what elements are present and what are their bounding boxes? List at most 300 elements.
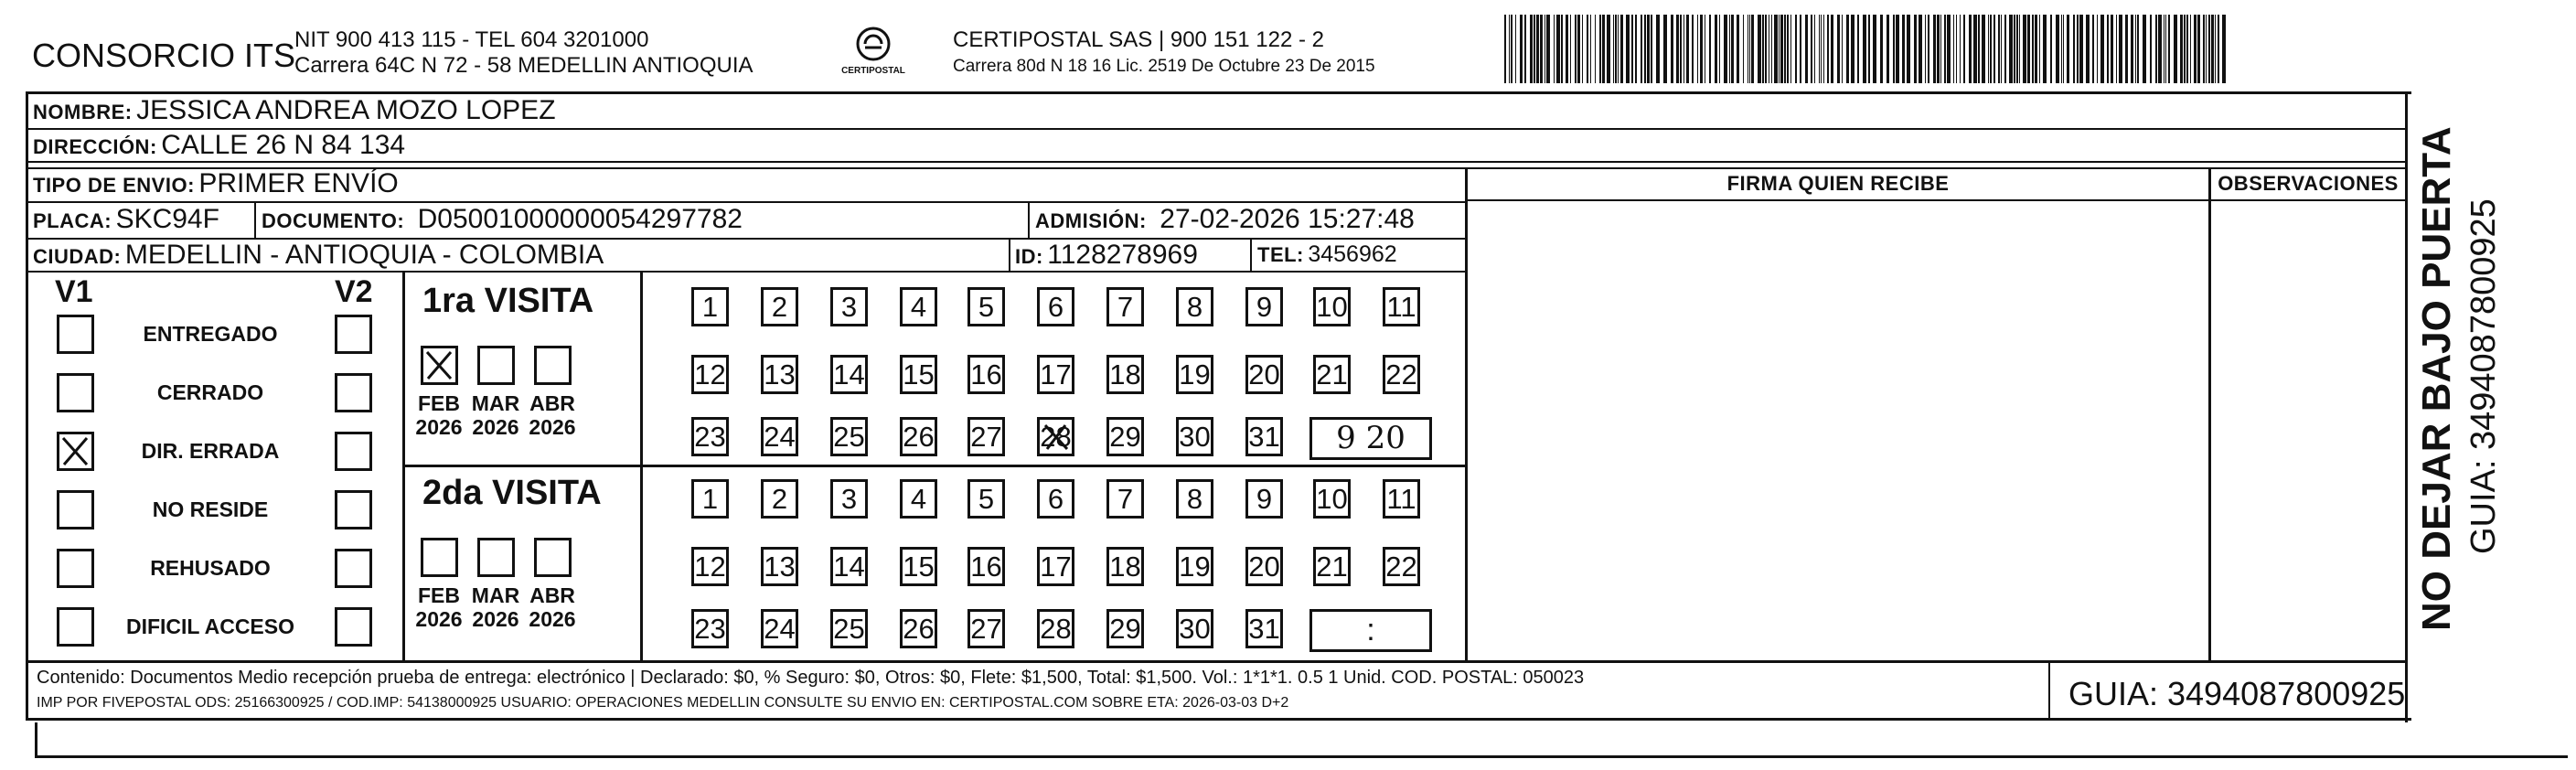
visit-divider (402, 465, 1465, 467)
barcode-bar (1700, 15, 1703, 83)
barcode-bar (1821, 15, 1822, 83)
barcode-bar (1863, 15, 1866, 83)
logo-text: CERTIPOSTAL (841, 66, 905, 76)
barcode-bar (1846, 15, 1849, 83)
status-option-label: CERRADO (156, 380, 264, 404)
month-label (412, 391, 466, 439)
barcode-bar (1851, 15, 1855, 83)
status-option-label: DIR. ERRADA (141, 439, 280, 463)
barcode-bar (2155, 15, 2157, 83)
month-year: 2026 (415, 415, 463, 439)
barcode-bar (1990, 15, 1992, 83)
barcode-bar (1680, 15, 1682, 83)
day-cell[interactable]: 21 (1313, 547, 1351, 586)
barcode-bar (1663, 15, 1667, 83)
month-year: 2026 (415, 607, 463, 631)
barcode-bar (2073, 15, 2075, 83)
day-cell[interactable]: 24 (761, 417, 798, 456)
barcode-bar (1524, 15, 1526, 83)
day-cell[interactable]: 16 (967, 355, 1005, 394)
barcode-bar (2004, 15, 2006, 83)
barcode-bar (1758, 15, 1761, 83)
barcode-bar (2107, 15, 2109, 83)
barcode-bar (1774, 15, 1778, 83)
document-value: D05001000000054297782 (417, 204, 743, 234)
barcode-bar (1620, 15, 1623, 83)
barcode-bar (2206, 15, 2207, 83)
day-cell[interactable]: 14 (830, 547, 868, 586)
barcode-bar (1919, 15, 1922, 83)
day-cell[interactable]: 6 (1037, 479, 1074, 519)
barcode-bar (2158, 15, 2162, 83)
day-cell[interactable]: 19 (1176, 355, 1213, 394)
barcode-bar (2014, 15, 2015, 83)
barcode-bar (1595, 15, 1596, 83)
month-label (468, 391, 523, 439)
barcode-bar (1795, 15, 1797, 83)
barcode-bar (1896, 15, 1899, 83)
day-cell[interactable]: 6 (1037, 287, 1074, 326)
day-cell[interactable]: 31 (1245, 417, 1283, 456)
side-guide: GUIA: 3494087800925 (2464, 198, 2503, 554)
barcode-bar (1749, 15, 1750, 83)
day-cell[interactable]: 9 (1245, 287, 1283, 326)
carrier-address: Carrera 80d N 18 16 Lic. 2519 De Octubre 23 De 2015 (953, 57, 1375, 76)
barcode-bar (2050, 15, 2052, 83)
month-label (412, 583, 466, 631)
v2-checkbox[interactable] (335, 549, 372, 588)
day-cell[interactable]: 26 (900, 609, 937, 648)
barcode-bar (1765, 15, 1767, 83)
barcode-bar (2009, 15, 2013, 83)
day-cell[interactable]: 11 (1383, 479, 1420, 519)
barcode-bar (1805, 15, 1808, 83)
barcode-bar (2079, 15, 2083, 83)
barcode-bar (2174, 15, 2177, 83)
barcode-bar (1520, 15, 1523, 83)
barcode-bar (1811, 15, 1812, 83)
barcode-bar (1575, 15, 1577, 83)
day-cell[interactable]: 28 (1037, 609, 1074, 648)
day-cell[interactable]: 20 (1245, 355, 1283, 394)
day-cell[interactable]: 10 (1313, 479, 1351, 519)
barcode-bar (1893, 15, 1895, 83)
address-row (33, 130, 405, 161)
day-cell[interactable]: 4 (900, 479, 937, 519)
tel-field (1257, 241, 1397, 268)
month-label (525, 391, 580, 439)
v2-checkbox[interactable] (335, 373, 372, 412)
barcode-bar (2061, 15, 2062, 83)
barcode-bar (2184, 15, 2186, 83)
month-checkbox[interactable] (421, 538, 458, 577)
day-cell[interactable]: 17 (1037, 355, 1074, 394)
barcode-bar (2197, 15, 2200, 83)
day-cell[interactable]: 7 (1106, 479, 1144, 519)
shipping-type-label: TIPO DE ENVIO: (33, 174, 195, 197)
row-rule (1467, 199, 2408, 201)
admission-value: 27-02-2026 15:27:48 (1160, 204, 1415, 234)
barcode-bar (1536, 15, 1539, 83)
barcode-bar (1944, 15, 1946, 83)
barcode-bar (1554, 15, 1555, 83)
barcode-bar (1868, 15, 1870, 83)
day-cell[interactable]: 22 (1383, 355, 1420, 394)
day-cell[interactable]: 11 (1383, 287, 1420, 326)
day-cell[interactable]: 3 (830, 287, 868, 326)
footer-print-line: IMP POR FIVEPOSTAL ODS: 25166300925 / COD.IMP: 54138000925 USUARIO: OPERACIONES MEDELLIN CONSULTE SU ENVIO EN: CERTIPOSTAL.COM SOBRE ETA: 2026-03-03 D+2 (37, 695, 1289, 711)
barcode-bar (1940, 15, 1941, 83)
id-value: 1128278969 (1047, 240, 1198, 270)
month-checkbox[interactable] (534, 538, 572, 577)
status-option-label: REHUSADO (150, 556, 271, 580)
plate-label: PLACA: (33, 209, 112, 232)
barcode-bar (2131, 15, 2133, 83)
barcode-bar (1644, 15, 1646, 83)
month-name: MAR (471, 583, 520, 607)
barcode-bar (1656, 15, 1660, 83)
barcode-bar (2039, 15, 2040, 83)
barcode-bar (1671, 15, 1673, 83)
day-cell[interactable]: 20 (1245, 547, 1283, 586)
col-rule (2208, 167, 2211, 661)
barcode-bar (2218, 15, 2219, 83)
day-cell[interactable]: 13 (761, 547, 798, 586)
shipping-type-row (33, 168, 399, 199)
tel-value: 3456962 (1308, 241, 1397, 267)
barcode-bar (1823, 15, 1824, 83)
barcode-bar (1953, 15, 1954, 83)
barcode-bar (2067, 15, 2069, 83)
day-cell[interactable]: 2 (761, 479, 798, 519)
barcode-bar (1599, 15, 1601, 83)
side-warning: NO DEJAR BAJO PUERTA (2414, 126, 2459, 631)
day-cell[interactable]: 12 (691, 355, 729, 394)
day-cell[interactable]: 3 (830, 479, 868, 519)
barcode-bar (1511, 15, 1512, 83)
footer-content-line: Contenido: Documentos Medio recepción prueba de entrega: electrónico | Declarado: $0, % Seguro: $0, Otros: $0, Flete: $1,500, Total: $1,500. Vol.: 1*1*1. 0.5 1 Unid. COD. POSTAL: 050023 (37, 668, 1585, 688)
barcode-bar (1873, 15, 1876, 83)
row-rule (26, 201, 1467, 203)
month-year: 2026 (529, 415, 576, 439)
barcode-bar (2211, 15, 2214, 83)
document-label: DOCUMENTO: (262, 209, 405, 232)
day-cell[interactable]: 21 (1313, 355, 1351, 394)
tel-label: TEL: (1257, 243, 1304, 266)
day-cell[interactable]: 13 (761, 355, 798, 394)
day-cell[interactable]: 23 (691, 417, 729, 456)
barcode-bar (1887, 15, 1889, 83)
barcode-bar (2165, 15, 2166, 83)
barcode-bar (1692, 15, 1694, 83)
barcode-bar (1607, 15, 1610, 83)
month-label (525, 583, 580, 631)
barcode-bar (2137, 15, 2139, 83)
document-field (262, 204, 743, 235)
v1-checkbox[interactable] (57, 549, 94, 588)
day-cell[interactable]: 27 (967, 609, 1005, 648)
day-cell[interactable]: 10 (1313, 287, 1351, 326)
barcode-bar (1715, 15, 1717, 83)
visit-time-field[interactable]: 9 20 (1309, 417, 1432, 460)
day-cell[interactable]: 8 (1176, 479, 1213, 519)
barcode-bar (1697, 15, 1698, 83)
barcode-bar (1907, 15, 1910, 83)
day-cell[interactable]: 29 (1106, 417, 1144, 456)
barcode-bar (2111, 15, 2113, 83)
barcode-bar (2016, 15, 2018, 83)
barcode-bar (1928, 15, 1929, 83)
barcode-bar (1676, 15, 1679, 83)
day-cell[interactable]: 28 (1037, 417, 1074, 456)
barcode-bar (2056, 15, 2059, 83)
barcode-bar (2168, 15, 2170, 83)
plate-field (33, 204, 219, 235)
barcode-bar (1998, 15, 2000, 83)
barcode-bar (1925, 15, 1926, 83)
status-option-label: NO RESIDE (152, 497, 269, 521)
barcode-bar (1819, 15, 1820, 83)
col-rule (1250, 240, 1252, 271)
barcode-bar (1857, 15, 1859, 83)
admission-field (1035, 204, 1415, 235)
month-checkbox[interactable] (534, 346, 572, 385)
v1-header: V1 (55, 274, 93, 309)
day-cell[interactable]: 5 (967, 479, 1005, 519)
day-cell[interactable]: 22 (1383, 547, 1420, 586)
barcode-bar (1737, 15, 1739, 83)
day-cell[interactable]: 30 (1176, 417, 1213, 456)
day-cell[interactable]: 2 (761, 287, 798, 326)
barcode-bar (1729, 15, 1730, 83)
month-year: 2026 (472, 607, 519, 631)
address-value: CALLE 26 N 84 134 (161, 130, 406, 160)
month-name: ABR (529, 391, 575, 415)
barcode-bar (1566, 15, 1568, 83)
barcode-bar (2119, 15, 2122, 83)
day-cell[interactable]: 1 (691, 287, 729, 326)
barcode-bar (1635, 15, 1637, 83)
barcode-bar (1509, 15, 1510, 83)
day-cell[interactable]: 18 (1106, 547, 1144, 586)
address-label: DIRECCIÓN: (33, 135, 157, 158)
barcode-bar (1556, 15, 1560, 83)
barcode-bar (1837, 15, 1840, 83)
barcode-bar (1641, 15, 1642, 83)
barcode-bar (1978, 15, 1980, 83)
v2-checkbox[interactable] (335, 315, 372, 354)
visit-time-field[interactable]: : (1309, 609, 1432, 652)
barcode-bar (1590, 15, 1591, 83)
barcode-bar (1902, 15, 1905, 83)
barcode-bar (1784, 15, 1786, 83)
barcode-bar (2208, 15, 2210, 83)
barcode-bar (1780, 15, 1783, 83)
barcode-bar (1515, 15, 1516, 83)
day-cell[interactable]: 1 (691, 479, 729, 519)
row-rule (26, 660, 2408, 663)
barcode-bar (1577, 15, 1580, 83)
barcode-bar (1982, 15, 1985, 83)
barcode-bar (1615, 15, 1617, 83)
day-cell[interactable]: 19 (1176, 547, 1213, 586)
barcode-bar (2180, 15, 2183, 83)
id-label: ID: (1015, 245, 1043, 268)
day-cell[interactable]: 14 (830, 355, 868, 394)
barcode-bar (2077, 15, 2079, 83)
barcode-bar (1631, 15, 1633, 83)
barcode-bar (2097, 15, 2098, 83)
month-year: 2026 (472, 415, 519, 439)
day-cell[interactable]: 15 (900, 547, 937, 586)
status-option-label: ENTREGADO (143, 322, 278, 346)
admission-label: ADMISIÓN: (1035, 209, 1147, 232)
barcode-bar (1969, 15, 1972, 83)
barcode-bar (1956, 15, 1957, 83)
day-cell[interactable]: 31 (1245, 609, 1283, 648)
barcode-bar (2063, 15, 2064, 83)
day-cell[interactable]: 26 (900, 417, 937, 456)
barcode-bar (1779, 15, 1780, 83)
company-name: CONSORCIO ITS (32, 37, 296, 74)
row-rule (26, 161, 2408, 163)
shipping-type-value: PRIMER ENVÍO (198, 168, 399, 198)
barcode-bar (2186, 15, 2188, 83)
barcode-bar (1993, 15, 1995, 83)
col-rule (1009, 240, 1010, 271)
barcode-bar (1790, 15, 1791, 83)
name-value: JESSICA ANDREA MOZO LOPEZ (136, 95, 556, 125)
v2-checkbox[interactable] (335, 432, 372, 471)
company-address: Carrera 64C N 72 - 58 MEDELLIN ANTIOQUIA (294, 53, 754, 78)
signature-header: FIRMA QUIEN RECIBE (1726, 172, 1950, 195)
barcode-bar (2203, 15, 2205, 83)
city-field (33, 240, 604, 271)
day-cell[interactable]: 5 (967, 287, 1005, 326)
day-cell[interactable]: 8 (1176, 287, 1213, 326)
barcode (1504, 15, 2231, 83)
status-option-label: DIFICIL ACCESO (125, 615, 294, 638)
barcode-bar (1947, 15, 1951, 83)
v1-checkbox[interactable] (57, 607, 94, 647)
barcode-bar (1709, 15, 1711, 83)
barcode-bar (2222, 15, 2226, 83)
month-checkbox[interactable] (421, 346, 458, 385)
day-cell[interactable]: 29 (1106, 609, 1144, 648)
month-name: MAR (471, 391, 520, 415)
barcode-bar (1960, 15, 1961, 83)
day-cell[interactable]: 7 (1106, 287, 1144, 326)
col-rule (254, 203, 256, 238)
col-rule (2048, 660, 2050, 721)
city-label: CIUDAD: (33, 245, 122, 268)
barcode-bar (1762, 15, 1764, 83)
barcode-bar (1540, 15, 1543, 83)
barcode-bar (1626, 15, 1630, 83)
barcode-bar (2092, 15, 2094, 83)
barcode-bar (1731, 15, 1734, 83)
col-rule (1465, 167, 1468, 661)
day-cell[interactable]: 24 (761, 609, 798, 648)
barcode-bar (2194, 15, 2197, 83)
barcode-bar (1719, 15, 1720, 83)
day-cell[interactable]: 25 (830, 609, 868, 648)
day-cell[interactable]: 23 (691, 609, 729, 648)
day-cell[interactable]: 17 (1037, 547, 1074, 586)
barcode-bar (1534, 15, 1535, 83)
barcode-bar (2150, 15, 2152, 83)
barcode-bar (1914, 15, 1917, 83)
id-field (1015, 240, 1198, 271)
barcode-bar (1587, 15, 1588, 83)
col-rule (1028, 203, 1030, 238)
barcode-bar (2023, 15, 2026, 83)
barcode-bar (1751, 15, 1754, 83)
month-name: FEB (418, 583, 460, 607)
barcode-bar (2086, 15, 2090, 83)
barcode-bar (1602, 15, 1605, 83)
barcode-bar (2001, 15, 2002, 83)
bottom-rule (35, 755, 2568, 758)
barcode-bar (1988, 15, 1989, 83)
v1-checkbox[interactable] (57, 432, 94, 471)
day-cell[interactable]: 16 (967, 547, 1005, 586)
v1-checkbox[interactable] (57, 373, 94, 412)
v1-checkbox[interactable] (57, 490, 94, 529)
barcode-bar (1827, 15, 1829, 83)
frame-right-line (2405, 91, 2408, 722)
barcode-bar (1546, 15, 1550, 83)
barcode-bar (1933, 15, 1936, 83)
barcode-bar (1570, 15, 1571, 83)
visit-title: 1ra VISITA (422, 282, 594, 320)
barcode-bar (2215, 15, 2216, 83)
day-cell[interactable]: 25 (830, 417, 868, 456)
v2-header: V2 (335, 274, 373, 309)
day-cell[interactable]: 18 (1106, 355, 1144, 394)
barcode-bar (2125, 15, 2128, 83)
v1-checkbox[interactable] (57, 315, 94, 354)
company-nit-tel: NIT 900 413 115 - TEL 604 3201000 (294, 27, 649, 52)
day-cell[interactable]: 12 (691, 547, 729, 586)
barcode-bar (1814, 15, 1815, 83)
day-cell[interactable]: 9 (1245, 479, 1283, 519)
month-name: FEB (418, 391, 460, 415)
month-checkbox[interactable] (477, 346, 515, 385)
barcode-bar (1771, 15, 1772, 83)
barcode-bar (1787, 15, 1789, 83)
row-rule (26, 271, 1467, 273)
day-cell[interactable]: 15 (900, 355, 937, 394)
barcode-bar (1937, 15, 1940, 83)
day-cell[interactable]: 4 (900, 287, 937, 326)
bottom-left-tick (35, 722, 37, 757)
barcode-bar (2035, 15, 2037, 83)
barcode-bar (1582, 15, 1583, 83)
barcode-bar (1618, 15, 1619, 83)
plate-value: SKC94F (115, 204, 219, 234)
month-checkbox[interactable] (477, 538, 515, 577)
barcode-bar (1831, 15, 1833, 83)
barcode-bar (1504, 15, 1506, 83)
v2-checkbox[interactable] (335, 607, 372, 647)
barcode-bar (1963, 15, 1965, 83)
barcode-bar (2100, 15, 2104, 83)
v2-checkbox[interactable] (335, 490, 372, 529)
footer-guide: GUIA: 3494087800925 (2068, 675, 2406, 712)
day-cell[interactable]: 27 (967, 417, 1005, 456)
day-cell[interactable]: 30 (1176, 609, 1213, 648)
